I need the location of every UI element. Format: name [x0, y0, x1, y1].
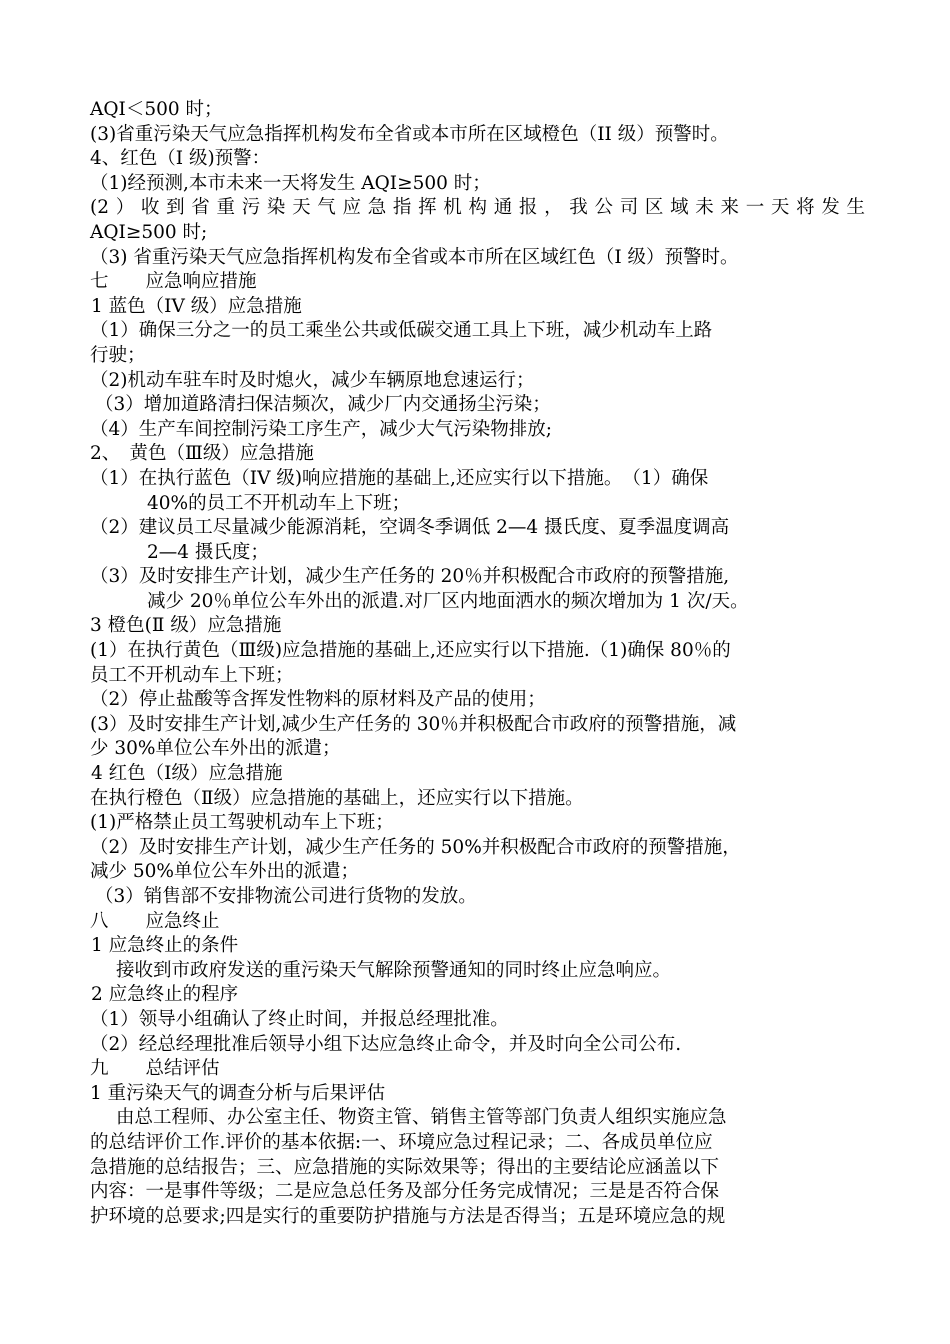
subsection-heading: 1 应急终止的条件 [91, 935, 239, 957]
text-line: 的总结评价工作.评价的基本依据:一、环境应急过程记录；二、各成员单位应 [90, 1131, 713, 1153]
text-line: （1)经预测,本市未来一天将发生 AQI≥500 时； [90, 172, 491, 194]
subsection-heading: 3 橙色(Ⅱ 级）应急措施 [90, 615, 282, 637]
document-body [90, 98, 865, 1229]
text-line: （4）生产车间控制污染工序生产，减少大气污染物排放; [90, 418, 553, 440]
text-line: (3)省重污染天气应急指挥机构发布全省或本市所在区域橙色（II 级）预警时。 [90, 123, 729, 145]
text-line: (1）在执行黄色（Ⅲ级)应急措施的基础上,还应实行以下措施.（1)确保 80％的 [90, 640, 731, 662]
text-line: 在执行橙色（Ⅱ级）应急措施的基础上，还应实行以下措施。 [90, 787, 584, 809]
section-heading: 七 应急响应措施 [90, 271, 257, 293]
text-line: (2）收到省重污染天气应急指挥机构通报，我公司区域未来一天将发生 [90, 197, 865, 219]
text-line: 2—4 摄氏度； [147, 541, 269, 563]
text-line: 减少 20％单位公车外出的派遣.对厂区内地面洒水的频次增加为 1 次/天。 [147, 590, 749, 612]
subsection-heading: 2 应急终止的程序 [91, 984, 239, 1006]
text-line: （1）在执行蓝色（IV 级)响应措施的基础上,还应实行以下措施。 （1）确保 [90, 467, 709, 489]
text-line: 护环境的总要求;四是实行的重要防护措施与方法是否得当；五是环境应急的规 [90, 1205, 726, 1227]
text-line: （3）增加道路清扫保洁频次，减少厂内交通扬尘污染； [95, 394, 551, 416]
text-line: 40%的员工不开机动车上下班； [147, 492, 411, 514]
text-line: 接收到市政府发送的重污染天气解除预警通知的同时终止应急响应。 [116, 959, 672, 981]
text-line: (3）及时安排生产计划,减少生产任务的 30％并积极配合市政府的预警措施，减 [90, 713, 737, 735]
subsection-heading: 1 重污染天气的调查分析与后果评估 [90, 1082, 386, 1104]
text-line: （3）及时安排生产计划，减少生产任务的 20％并积极配合市政府的预警措施, [90, 566, 730, 588]
text-line: 由总工程师、办公室主任、物资主管、销售主管等部门负责人组织实施应急 [116, 1107, 727, 1129]
text-line: 少 30%单位公车外出的派遣； [90, 738, 341, 760]
text-line: （3) 省重污染天气应急指挥机构发布全省或本市所在区域红色（I 级）预警时。 [90, 246, 739, 268]
text-line: （2）及时安排生产计划，减少生产任务的 50%并积极配合市政府的预警措施， [90, 836, 741, 858]
text-line: （2)机动车驻车时及时熄火，减少车辆原地怠速运行； [90, 369, 535, 391]
text-line: 员工不开机动车上下班； [90, 664, 294, 686]
text-line: （2）停止盐酸等含挥发性物料的原材料及产品的使用； [90, 689, 546, 711]
text-line: （1）领导小组确认了终止时间，并报总经理批准。 [90, 1008, 509, 1030]
subsection-heading: 1 蓝色（IV 级）应急措施 [91, 295, 302, 317]
text-line: 行驶； [90, 344, 146, 366]
text-line: （3）销售部不安排物流公司进行货物的发放。 [95, 886, 477, 907]
text-line: 急措施的总结报告；三、应急措施的实际效果等；得出的主要结论应涵盖以下 [90, 1156, 720, 1178]
subsection-heading: 2、 黄色（Ⅲ级）应急措施 [90, 443, 314, 465]
text-line: （1）确保三分之一的员工乘坐公共或低碳交通工具上下班，减少机动车上路 [90, 320, 713, 342]
section-heading: 八 应急终止 [90, 910, 220, 932]
subsection-heading: 4 红色（Ⅰ级）应急措施 [91, 763, 283, 785]
section-heading: 九 总结评估 [90, 1058, 220, 1080]
text-line: (1)严格禁止员工驾驶机动车上下班； [90, 812, 394, 834]
text-line: AQI＜500 时； [90, 99, 223, 120]
text-line: （2）建议员工尽量减少能源消耗，空调冬季调低 2—4 摄氏度、夏季温度调高 [90, 517, 730, 539]
text-line: 减少 50%单位公车外出的派遣； [90, 861, 360, 883]
text-line: 4、红色（I 级)预警： [90, 148, 271, 170]
text-line: 内容：一是事件等级；二是应急总任务及部分任务完成情况；三是是否符合保 [90, 1181, 720, 1203]
text-line: （2）经总经理批准后领导小组下达应急终止命令，并及时向全公司公布. [90, 1033, 682, 1055]
text-line: AQI≥500 时; [90, 221, 208, 243]
